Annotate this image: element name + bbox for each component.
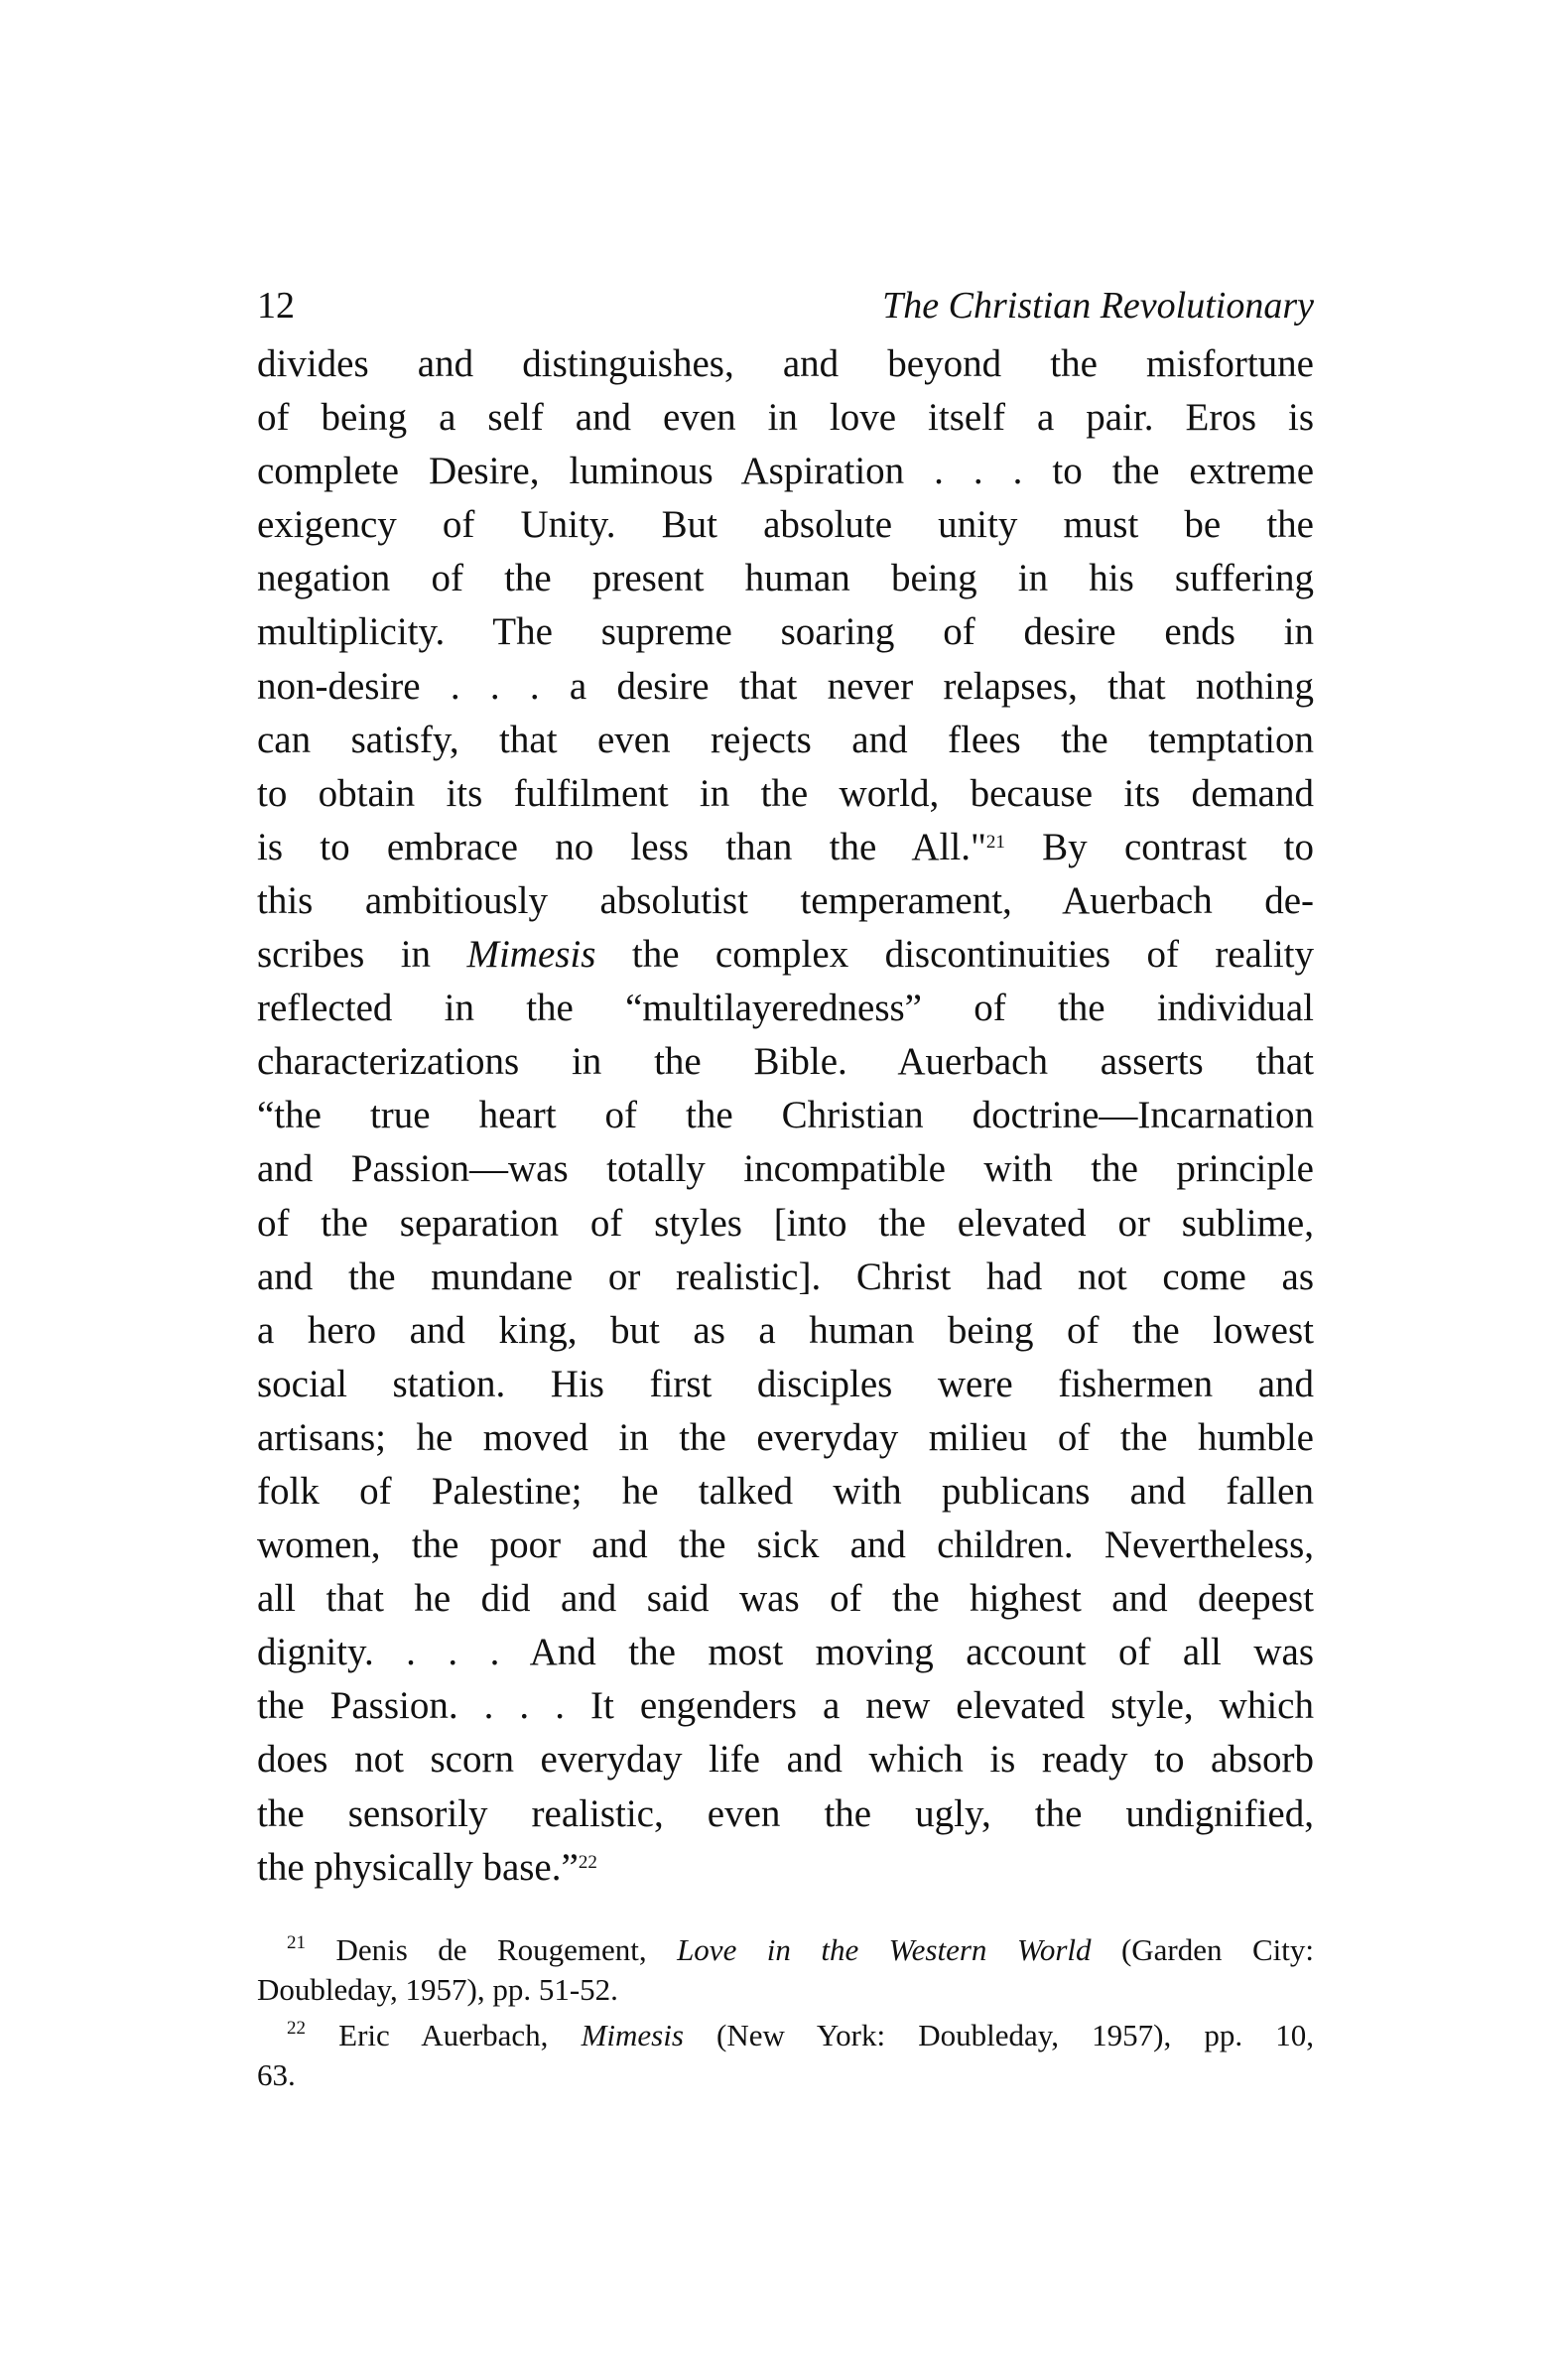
footnote-marker: 22 — [287, 2018, 306, 2039]
footnote-publication: (Garden City: — [1091, 1932, 1314, 1967]
body-line: this ambitiously absolutist temperament, Auerbach de- — [257, 878, 1314, 922]
footnote-book-title: Mimesis — [581, 2018, 684, 2052]
body-line: social station. His first disciples were fishermen and — [257, 1362, 1314, 1405]
body-line: and the mundane or realistic]. Christ had not come as — [257, 1255, 1314, 1298]
body-text-fragment: the complex discontinuities of reality — [595, 933, 1314, 977]
footnotes — [257, 1930, 1314, 2095]
body-line: characterizations in the Bible. Auerbach asserts that — [257, 1040, 1314, 1084]
footnote-21-continuation: Doubleday, 1957), pp. 51-52. — [257, 1972, 618, 2007]
body-text-fragment: is to embrace no less than the All." — [257, 825, 986, 868]
running-head — [257, 284, 1314, 333]
body-line: folk of Palestine; he talked with publicans and fallen — [257, 1469, 1314, 1513]
footnote-22-continuation: 63. — [257, 2057, 296, 2092]
footnote-reference-22: 22 — [578, 1851, 597, 1873]
body-line: women, the poor and the sick and children. Nevertheless, — [257, 1523, 1314, 1567]
footnote-22 — [257, 2016, 1314, 2055]
footnote-book-title: Love in the Western World — [677, 1932, 1092, 1967]
footnote-author: Denis de Rougement, — [335, 1932, 678, 1967]
body-line: a hero and king, but as a human being of the lowest — [257, 1308, 1314, 1352]
body-line: dignity. . . . And the most moving account of all was — [257, 1631, 1314, 1674]
body-line: can satisfy, that even rejects and flees the temptation — [257, 718, 1314, 761]
footnote-reference-21: 21 — [985, 831, 1005, 853]
body-text-fragment: By contrast to — [1004, 825, 1314, 868]
body-text-fragment: the physically base.” — [257, 1845, 579, 1889]
body-line: “the true heart of the Christian doctrine—Incarnation — [257, 1094, 1314, 1137]
body-text — [257, 337, 1314, 1895]
body-line: divides and distinguishes, and beyond the misfortune — [257, 342, 1314, 385]
body-line-with-note-22 — [257, 1841, 1314, 1895]
book-title-mimesis: Mimesis — [466, 933, 596, 977]
running-title: The Christian Revolutionary — [882, 285, 1314, 327]
body-line: artisans; he moved in the everyday milieu of the humble — [257, 1415, 1314, 1459]
body-line: reflected in the “multilayeredness” of the individual — [257, 987, 1314, 1030]
body-line: negation of the present human being in his suffering — [257, 557, 1314, 600]
body-line: the Passion. . . . It engenders a new elevated style, which — [257, 1684, 1314, 1728]
body-line-with-title — [257, 928, 1314, 982]
footnote-publication: (New York: Doubleday, 1957), pp. 10, — [683, 2018, 1314, 2052]
page-number: 12 — [257, 285, 295, 327]
body-line: non-desire . . . a desire that never relapses, that nothing — [257, 664, 1314, 708]
footnote-marker: 21 — [287, 1932, 306, 1953]
body-line: of the separation of styles [into the elevated or sublime, — [257, 1201, 1314, 1245]
body-text-fragment: scribes in — [257, 933, 467, 977]
body-line: multiplicity. The supreme soaring of desire ends in — [257, 610, 1314, 654]
body-line-with-note-21 — [257, 821, 1314, 874]
footnote-21 — [257, 1930, 1314, 1970]
body-line: all that he did and said was of the highest and deepest — [257, 1577, 1314, 1621]
body-line: and Passion—was totally incompatible with the principle — [257, 1147, 1314, 1191]
body-line: complete Desire, luminous Aspiration . . . to the extreme — [257, 450, 1314, 493]
body-line: exigency of Unity. But absolute unity must be the — [257, 503, 1314, 547]
body-line: does not scorn everyday life and which is ready to absorb — [257, 1738, 1314, 1782]
footnote-author: Eric Auerbach, — [338, 2018, 582, 2052]
body-line: to obtain its fulfilment in the world, because its demand — [257, 771, 1314, 815]
body-line: of being a self and even in love itself a pair. Eros is — [257, 396, 1314, 440]
body-line: the sensorily realistic, even the ugly, the undignified, — [257, 1791, 1314, 1835]
